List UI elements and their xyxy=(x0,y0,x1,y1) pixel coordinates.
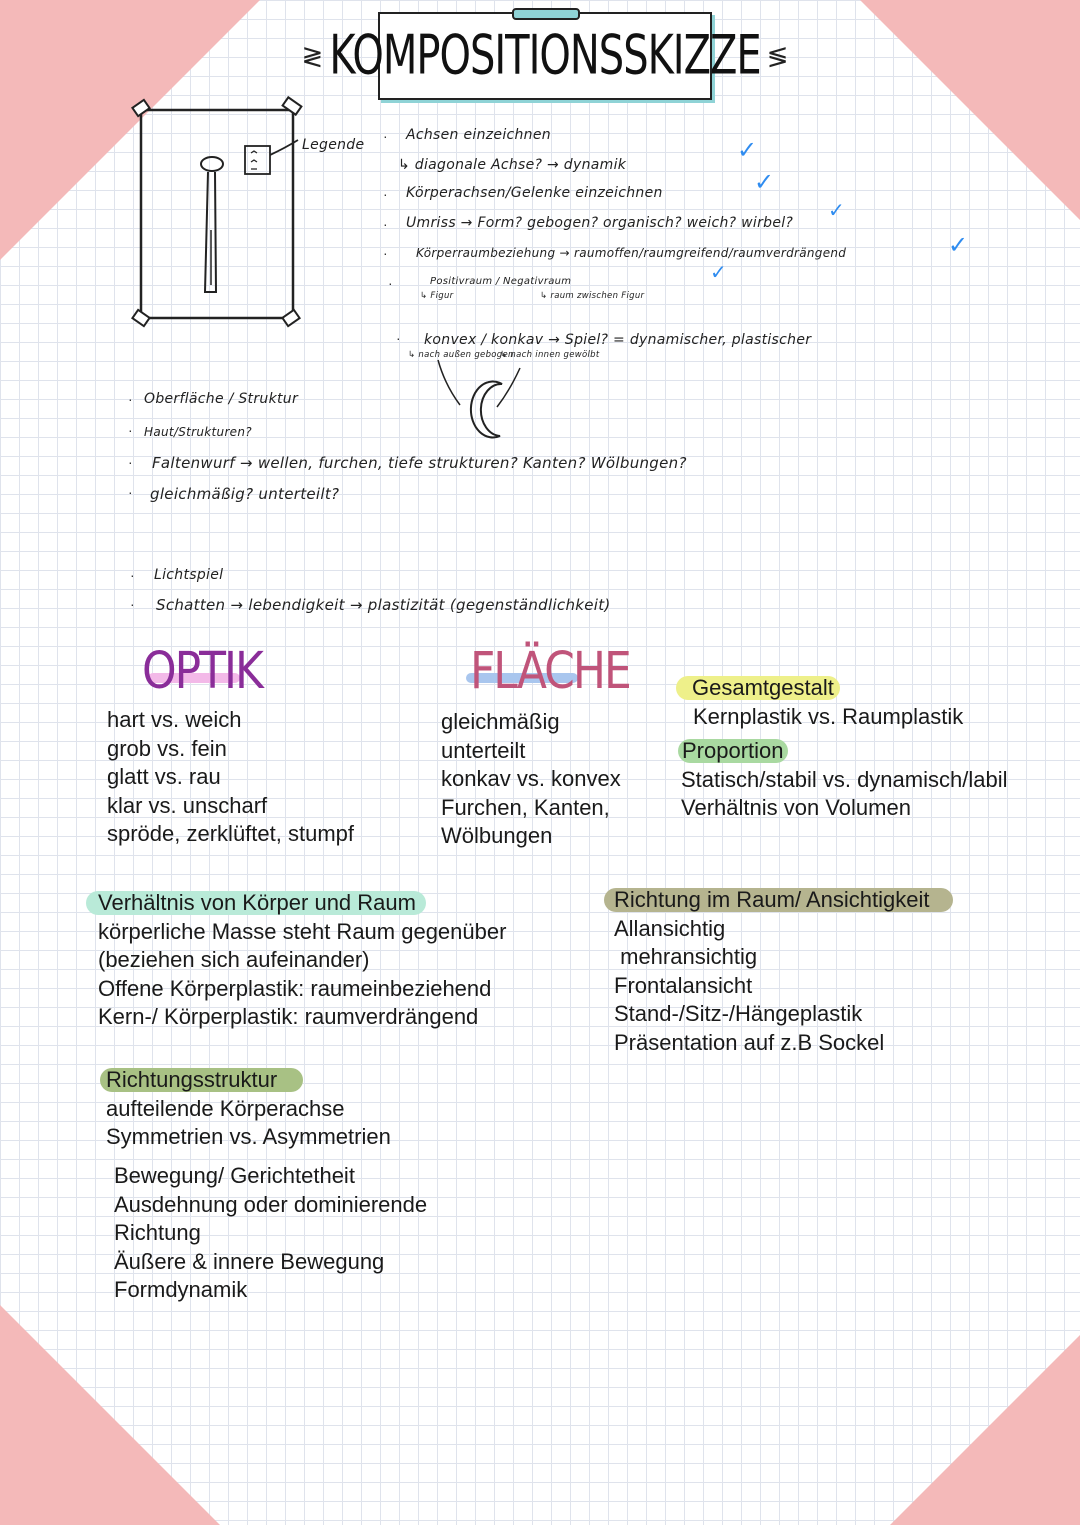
list-item: Offene Körperplastik: raumeinbeziehend xyxy=(98,975,492,1001)
list-item: Kernplastik vs. Raumplastik xyxy=(693,703,964,729)
list-item: gleichmäßig xyxy=(441,709,560,734)
list-item: Ausdehnung oder dominierende xyxy=(114,1191,428,1217)
bullet: · xyxy=(383,186,388,202)
list-item: Äußere & innere Bewegung xyxy=(114,1248,385,1274)
list-item: Stand-/Sitz-/Hängeplastik xyxy=(614,1001,863,1026)
list-item: Präsentation auf z.B Sockel xyxy=(614,1029,885,1055)
proportion-tag: Proportion xyxy=(678,739,788,763)
list-item: hart vs. weich xyxy=(107,707,242,732)
list-item: Symmetrien vs. Asymmetrien xyxy=(106,1124,391,1149)
arrow-outward xyxy=(438,360,460,405)
sketch-frame-corner xyxy=(132,310,149,326)
check-mark-icon: ✓ xyxy=(710,260,727,284)
bullet: · xyxy=(396,330,401,346)
moon-shape xyxy=(471,381,502,437)
note-convex-concave: konvex / konkav → Spiel? = dynamischer, plastischer xyxy=(424,332,812,348)
bullet: · xyxy=(383,128,388,144)
list-item: Kern-/ Körperplastik: raumverdrängend xyxy=(98,1004,479,1029)
note-shadows: Schatten → lebendigkeit → plastizität (gegenständlichkeit) xyxy=(156,596,611,614)
list-item: Frontalansicht xyxy=(614,972,753,998)
list-item: grob vs. fein xyxy=(107,735,227,761)
optik-heading: OPTIK xyxy=(142,642,262,701)
list-item: (beziehen sich aufeinander) xyxy=(98,947,370,972)
list-item: konkav vs. konvex xyxy=(441,766,621,791)
list-item: aufteilende Körperachse xyxy=(106,1095,345,1121)
note-space-between: ↳ raum zwischen Figur xyxy=(540,291,645,301)
list-item: Verhältnis von Volumen xyxy=(681,795,911,820)
note-curved-outward: ↳ nach außen gebogen xyxy=(408,350,514,360)
flaeche-heading: FLÄCHE xyxy=(470,642,630,701)
note-body-axes: Körperachsen/Gelenke einzeichnen xyxy=(406,185,663,201)
note-diagonal-axis: ↳ diagonale Achse? → dynamik xyxy=(398,157,627,173)
koerper-raum-tag: Verhältnis von Körper und Raum xyxy=(86,891,426,915)
list-item: körperliche Masse steht Raum gegenüber xyxy=(98,918,507,944)
note-positive-negative-space: Positivraum / Negativraum xyxy=(430,276,572,287)
gesamtgestalt-tag: Gesamtgestalt xyxy=(676,676,840,700)
flaeche-list xyxy=(441,708,621,851)
sketch-frame-corner xyxy=(132,100,149,116)
legend-marks xyxy=(251,151,257,169)
note-figure: ↳ Figur xyxy=(420,291,454,301)
note-even-divided: gleichmäßig? unterteilt? xyxy=(150,485,340,503)
list-item: glatt vs. rau xyxy=(107,764,221,789)
list-item: spröde, zerklüftet, stumpf xyxy=(107,821,354,846)
legend-box xyxy=(245,146,270,174)
legend-label: Legende xyxy=(302,137,365,153)
page-title: KOMPOSITIONSSKIZZE xyxy=(329,24,761,88)
bullet: · xyxy=(388,275,393,291)
composition-sketch xyxy=(0,0,1080,660)
proportion-section xyxy=(678,737,1007,823)
koerper-raum-section xyxy=(86,889,506,1032)
bullet: · xyxy=(383,245,388,261)
gesamtgestalt-section xyxy=(676,674,963,731)
bullet: · xyxy=(383,216,388,232)
check-mark-icon: ✓ xyxy=(948,231,969,259)
corner-decoration-bottom-left xyxy=(0,1305,220,1525)
bullet: · xyxy=(128,454,133,470)
list-item: unterteilt xyxy=(441,737,526,763)
note-surface: Oberfläche / Struktur xyxy=(144,391,299,407)
list-item: Furchen, Kanten, xyxy=(441,794,610,820)
bewegung-section xyxy=(114,1162,427,1305)
sketch-frame-corner xyxy=(282,310,299,326)
list-item: klar vs. unscharf xyxy=(107,792,268,818)
bullet: · xyxy=(130,567,135,583)
note-axes: Achsen einzeichnen xyxy=(406,127,551,143)
arrow-inward xyxy=(497,368,520,407)
bullet: · xyxy=(130,596,135,612)
list-item: Statisch/stabil vs. dynamisch/labil xyxy=(681,766,1008,792)
note-light-play: Lichtspiel xyxy=(154,567,224,583)
sculpture-head xyxy=(201,157,223,171)
list-item: mehransichtig xyxy=(614,944,758,969)
check-mark-icon: ✓ xyxy=(737,136,758,164)
list-item: Wölbungen xyxy=(441,823,553,848)
bullet: · xyxy=(128,484,133,500)
title-decoration-left: ≷ xyxy=(301,40,324,71)
list-item: Allansichtig xyxy=(614,915,726,941)
richtung-raum-tag: Richtung im Raum/ Ansichtigkeit xyxy=(604,888,953,912)
note-skin-structures: Haut/Strukturen? xyxy=(144,425,252,439)
richtungsstruktur-tag: Richtungsstruktur xyxy=(100,1068,303,1092)
richtungsstruktur-section xyxy=(100,1066,391,1152)
corner-decoration-bottom-right xyxy=(890,1335,1080,1525)
note-outline: Umriss → Form? gebogen? organisch? weich? wirbel? xyxy=(406,215,794,231)
optik-list xyxy=(107,706,354,849)
note-curved-inward: ↳ nach innen gewölbt xyxy=(500,350,600,360)
list-item: Bewegung/ Gerichtetheit xyxy=(114,1163,355,1188)
richtung-raum-section xyxy=(604,886,953,1057)
list-item: Formdynamik xyxy=(114,1277,248,1302)
sketch-frame xyxy=(141,110,293,318)
check-mark-icon: ✓ xyxy=(828,198,845,222)
note-body-space: Körperraumbeziehung → raumoffen/raumgreifend/raumverdrängend xyxy=(416,246,847,260)
list-item: Richtung xyxy=(114,1220,201,1245)
note-drapery: Faltenwurf → wellen, furchen, tiefe strukturen? Kanten? Wölbungen? xyxy=(152,454,687,472)
bullet: · xyxy=(128,422,133,438)
title-decoration-right: ≶ xyxy=(766,40,789,71)
sketch-frame-corner xyxy=(283,97,302,114)
bullet: · xyxy=(128,391,133,407)
check-mark-icon: ✓ xyxy=(754,168,775,196)
